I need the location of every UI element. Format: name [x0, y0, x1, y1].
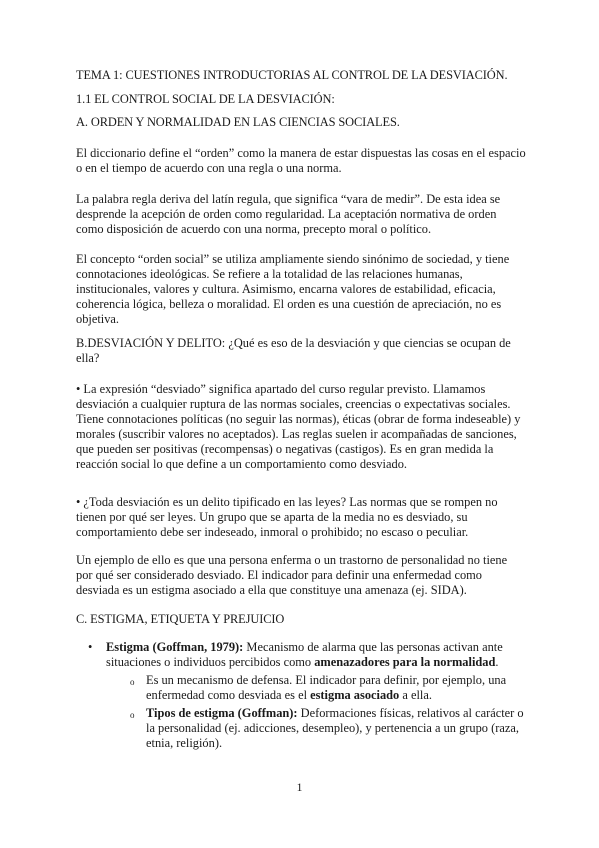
subsection-heading-c: C. ESTIGMA, ETIQUETA Y PREJUICIO — [76, 612, 285, 626]
subsection-heading-a: A. ORDEN Y NORMALIDAD EN LAS CIENCIAS SOCIALES. — [76, 115, 400, 129]
sub-bullet-marker: o — [130, 710, 135, 720]
paragraph-desviado: • La expresión “desviado” significa apartado del curso regular previsto. Llamamos desviación a cualquier ruptura de las normas sociales, creencias o expectativas sociales. Tiene connotaciones políticas (no seguir las normas), éticas (obrar de forma indeseable) y morales (suscribir valores no aceptados). Las reglas suelen ir acompañadas de sanciones, que pueden ser positivas (recompensas) o negativas (castigos). Es en gran medida la reacción social lo que define a un comportamiento como desviado. — [76, 382, 521, 471]
sub-item-text-end: a ella. — [399, 688, 432, 702]
paragraph-orden-social: El concepto “orden social” se utiliza ampliamente siendo sinónimo de sociedad, y tiene connotaciones ideológicas. Se refiere a la totalidad de las relaciones humanas, institucionales, valores y cultura. Asimismo, encarna valores de estabilidad, eficacia, coherencia lógica, belleza o moralidad. El orden es una cuestión de apreciación, no es objetiva. — [76, 252, 510, 326]
term-estigma: Estigma (Goffman, 1979): — [106, 640, 244, 654]
sub-list-item — [130, 673, 528, 703]
paragraph-ejemplo: Un ejemplo de ello es que una persona enferma o un trastorno de personalidad no tiene por qué ser considerado desviado. El indicador para definir una enfermedad como desviada es un estigma asociado a ella que constituye una amenaza (ej. SIDA). — [76, 553, 508, 597]
sub-item-bold: estigma asociado — [310, 688, 400, 702]
bullet-list — [88, 640, 528, 754]
sub-item-text: Deformaciones físicas, relativos al carácter o la personalidad (ej. adicciones, desempleo), y pertenencia a un grupo (raza, etnia, religión). — [146, 706, 524, 750]
punctuation: . — [495, 655, 499, 669]
section-heading: 1.1 EL CONTROL SOCIAL DE LA DESVIACIÓN: — [76, 92, 335, 106]
term-definition: Mecanismo de alarma que las personas activan ante situaciones o individuos percibidos como — [106, 640, 503, 669]
sub-item-term: Tipos de estigma (Goffman): — [146, 706, 298, 720]
subsection-heading-b: B.DESVIACIÓN Y DELITO: ¿Qué es eso de la desviación y que ciencias se ocupan de ella? — [76, 336, 511, 365]
page-number: 1 — [296, 780, 303, 794]
paragraph-delito: • ¿Toda desviación es un delito tipificado en las leyes? Las normas que se rompen no tienen por qué ser leyes. Un grupo que se aparta de la media no es desviado, su comportamiento debe ser indeseado, inmoral o prohibido; no escaso o peculiar. — [76, 495, 498, 539]
sub-list-item — [130, 706, 528, 751]
list-item — [88, 640, 528, 751]
paragraph-regla: La palabra regla deriva del latín regula, que significa “vara de medir”. De esta idea se desprende la acepción de orden como regularidad. La aceptación normativa de orden como disposición de acuerdo con una norma, precepto moral o político. — [76, 192, 501, 236]
sub-list — [106, 673, 528, 751]
sub-item-text: Es un mecanismo de defensa. El indicador para definir, por ejemplo, una enfermedad como desviada es el — [146, 673, 507, 702]
sub-bullet-marker: o — [130, 677, 135, 687]
chapter-title: TEMA 1: CUESTIONES INTRODUCTORIAS AL CONTROL DE LA DESVIACIÓN. — [76, 68, 508, 82]
bullet-marker: • — [88, 640, 93, 654]
paragraph-orden: El diccionario define el “orden” como la manera de estar dispuestas las cosas en el espacio o en el tiempo de acuerdo con una regla o una norma. — [76, 146, 526, 175]
bold-phrase: amenazadores para la normalidad — [314, 655, 496, 669]
